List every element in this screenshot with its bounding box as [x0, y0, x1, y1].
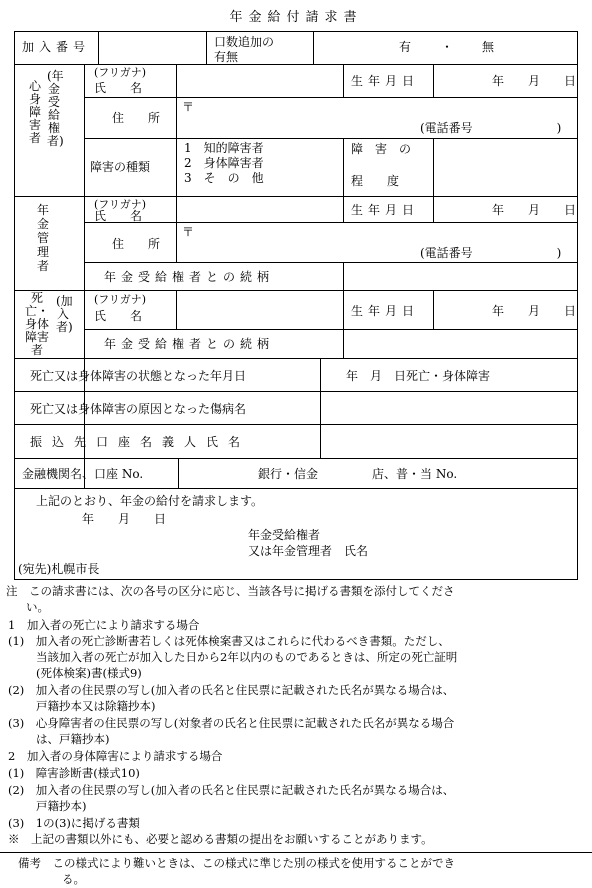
notes-2-2-b: 戸籍抄本) — [36, 799, 87, 813]
death-cause-label: 死亡又は身体障害の原因となった傷病名 — [30, 402, 247, 416]
addressee: (宛先)札幌市長 — [18, 562, 100, 576]
request-date: 年 月 日 — [82, 512, 167, 526]
notes-1-2-b: 戸籍抄本又は除籍抄本) — [36, 699, 156, 713]
bank-label: 金融機関名、口座 No. — [22, 467, 144, 481]
disabled-furigana-label: (フリガナ) — [94, 66, 147, 79]
notes-extra: ※ 上記の書類以外にも、必要と認める書類の提出をお願いすることがあります。 — [8, 832, 433, 846]
notes-1-1-c: (死体検案)書(様式9) — [36, 666, 142, 680]
notes-section-2: 2 加入者の身体障害により請求する場合 — [8, 749, 223, 763]
request-statement: 上記のとおり、年金の給付を請求します。 — [36, 494, 264, 508]
death-date-value: 年 月 日死亡・身体障害 — [346, 369, 491, 383]
disability-degree-label-a: 障 害 の — [351, 142, 412, 156]
disability-type-3[interactable]: 3 そ の 他 — [184, 171, 264, 185]
manager-name-label: 氏 名 — [94, 209, 143, 223]
disabled-birthdate-units: 年 月 日 — [492, 74, 577, 88]
member-number-label: 加入番号 — [22, 40, 91, 54]
choice-no[interactable]: 無 — [482, 40, 495, 54]
manager-postal-mark: 〒 — [182, 225, 195, 239]
member-furigana-label: (フリガナ) — [94, 293, 147, 306]
additional-units-label: 口数追加の 有無 — [214, 35, 275, 64]
form-title: 年金給付請求書 — [229, 10, 363, 25]
notes-2-1: (1) 障害診断書(様式10) — [8, 766, 140, 780]
disability-type-1[interactable]: 1 知的障害者 — [184, 141, 264, 155]
branch-type-value: 店、普・当 No. — [372, 467, 458, 481]
notes-section-1: 1 加入者の死亡により請求する場合 — [8, 618, 200, 632]
disabled-group-label-a: (年金受給権者) — [47, 69, 64, 148]
disabled-birthdate-label: 生年月日 — [351, 74, 420, 88]
disability-type-2[interactable]: 2 身体障害者 — [184, 156, 264, 170]
disabled-group-label-b: 心身障害者 — [28, 79, 41, 145]
manager-birthdate-units: 年 月 日 — [492, 203, 577, 217]
member-birthdate-label: 生年月日 — [351, 304, 420, 318]
disability-type-label: 障害の種類 — [90, 160, 151, 174]
member-group-label-a: (加入者) — [56, 294, 73, 334]
notes-2-2-a: (2) 加入者の住民票の写し(加入者の氏名と住民票に記載された氏名が異なる場合は、 — [8, 783, 455, 797]
notes-1-1-b: 当該加入者の死亡が加入した日から2年以内のものであるときは、所定の死亡証明 — [36, 650, 458, 664]
notes-1-3-b: は、戸籍抄本) — [36, 732, 110, 746]
disabled-postal-mark: 〒 — [182, 100, 195, 114]
manager-relation-label: 年金受給権者との続柄 — [104, 270, 275, 284]
remarks-b: る。 — [62, 872, 85, 886]
account-holder-label: 振込先口座名義人氏名 — [30, 435, 251, 449]
member-relation-label: 年金受給権者との続柄 — [104, 337, 275, 351]
member-group-label-text: 死亡・身体障害者 — [24, 291, 49, 357]
manager-birthdate-label: 生年月日 — [351, 203, 420, 217]
manager-group-label: 年金管理者 — [36, 203, 49, 273]
notes-intro-a: 注 この請求書には、次の各号の区分に応じ、当該各号に掲げる書類を添付してくださ — [6, 584, 455, 598]
choice-yes[interactable]: 有 — [399, 40, 412, 54]
notes-1-2-a: (2) 加入者の住民票の写し(加入者の氏名と住民票に記載された氏名が異なる場合は、 — [8, 683, 455, 697]
manager-address-label: 住 所 — [112, 237, 161, 251]
disability-degree-label-b: 程 度 — [351, 174, 400, 188]
death-date-label: 死亡又は身体障害の状態となった年月日 — [30, 369, 247, 383]
disabled-phone-label: (電話番号 ) — [420, 121, 562, 135]
notes-intro-b: い。 — [26, 600, 49, 614]
notes-2-3: (3) 1の(3)に掲げる書類 — [8, 816, 140, 830]
applicant-label-a: 年金受給権者 — [248, 528, 321, 542]
manager-phone-label: (電話番号 ) — [420, 246, 562, 260]
notes-1-3-a: (3) 心身障害者の住民票の写し(対象者の氏名と住民票に記載された氏名が異なる場合 — [8, 716, 455, 730]
choice-separator: ・ — [441, 40, 454, 54]
member-name-label: 氏 名 — [94, 309, 143, 323]
disabled-name-label: 氏 名 — [94, 81, 143, 95]
member-birthdate-units: 年 月 日 — [492, 304, 577, 318]
notes-1-1-a: (1) 加入者の死亡診断書若しくは死体検案書又はこれらに代わるべき書類。ただし、 — [8, 634, 450, 648]
applicant-label-b: 又は年金管理者 氏名 — [248, 544, 369, 558]
manager-furigana-label: (フリガナ) — [94, 198, 147, 211]
member-group-label-b — [22, 292, 52, 357]
remarks-a: 備考 この様式により難いときは、この様式に準じた別の様式を使用することができ — [18, 856, 455, 870]
disabled-address-label: 住 所 — [112, 111, 161, 125]
bank-type-value: 銀行・信金 — [258, 467, 319, 481]
